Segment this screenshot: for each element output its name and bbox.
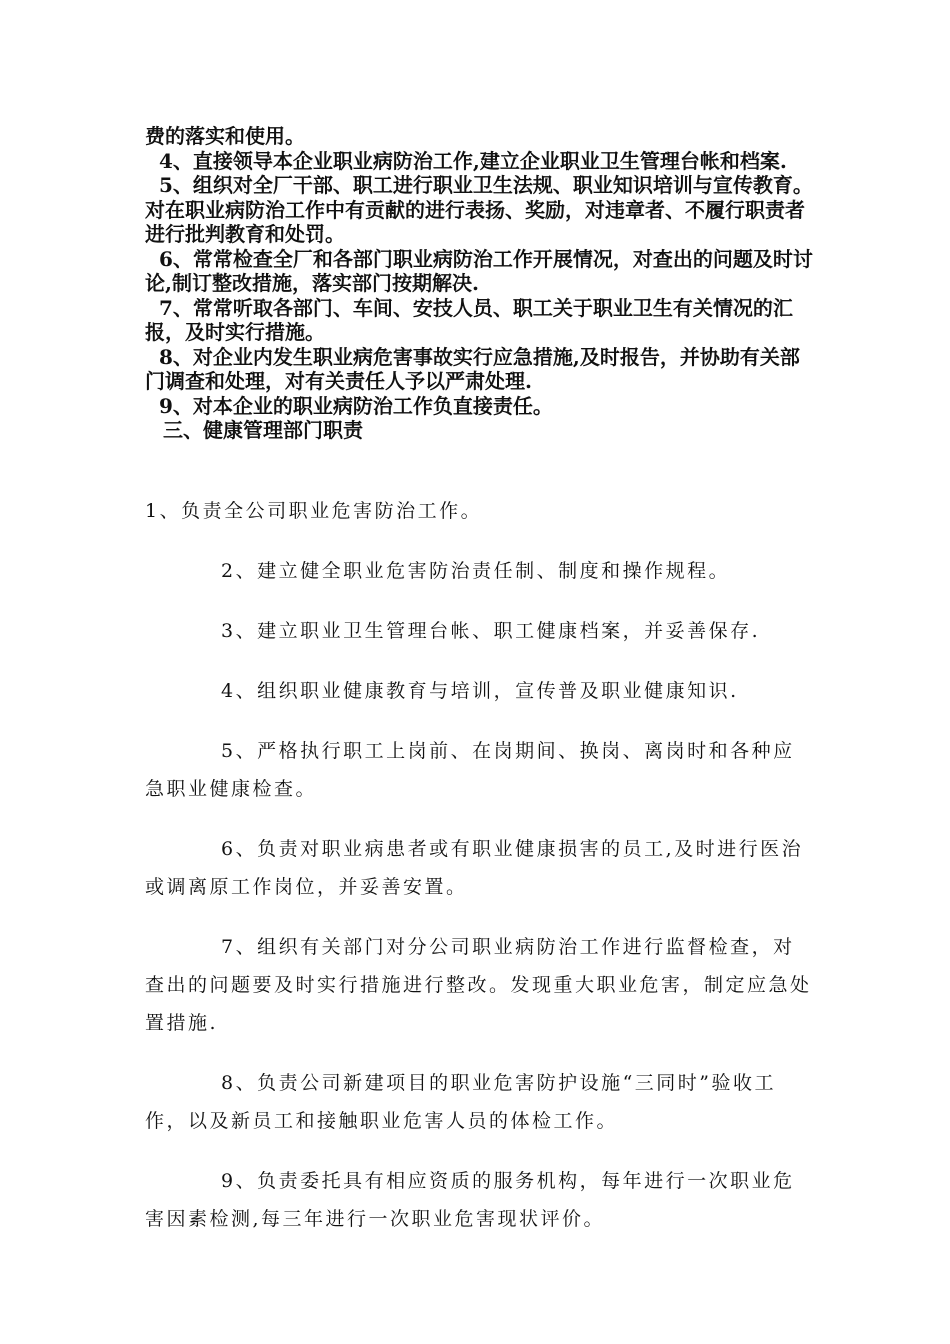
duty-item-6: 6、常常检查全厂和各部门职业病防治工作开展情况，对查出的问题及时讨论,制订整改措施，落实部门按期解决. bbox=[145, 246, 813, 295]
health-duty-item-3: 3、建立职业卫生管理台帐、职工健康档案，并妥善保存. bbox=[221, 620, 761, 642]
duty-item-9: 9、对本企业的职业病防治工作负直接责任。 bbox=[159, 393, 553, 418]
health-duty-item-6: 6、负责对职业病患者或有职业健康损害的员工,及时进行医治或调离原工作岗位，并妥善安置。 bbox=[145, 838, 804, 898]
health-duty-item-8: 8、负责公司新建项目的职业危害防护设施“三同时”验收工作，以及新员工和接触职业危害人员的体检工作。 bbox=[145, 1072, 777, 1132]
health-management-duties bbox=[145, 492, 815, 1260]
health-duty-item-7: 7、组织有关部门对分公司职业病防治工作进行监督检查，对查出的问题要及时实行措施进行整改。发现重大职业危害，制定应急处置措施. bbox=[145, 936, 812, 1034]
health-duty-item-2: 2、建立健全职业危害防治责任制、制度和操作规程。 bbox=[221, 560, 731, 582]
health-duty-item-5: 5、严格执行职工上岗前、在岗期间、换岗、离岗时和各种应急职业健康检查。 bbox=[145, 740, 795, 800]
duty-item-5: 5、组织对全厂干部、职工进行职业卫生法规、职业知识培训与宣传教育。对在职业病防治工作中有贡献的进行表扬、奖励，对违章者、不履行职责者进行批判教育和处罚。 bbox=[145, 173, 813, 246]
health-duty-item-4: 4、组织职业健康教育与培训，宣传普及职业健康知识. bbox=[221, 680, 739, 702]
duty-item-4: 4、直接领导本企业职业病防治工作,建立企业职业卫生管理台帐和档案. bbox=[159, 148, 787, 173]
continuation-paragraph: 费的落实和使用。 bbox=[145, 124, 305, 148]
duty-item-7: 7、常常听取各部门、车间、安技人员、职工关于职业卫生有关情况的汇报，及时实行措施。 bbox=[145, 295, 793, 344]
duty-item-8: 8、对企业内发生职业病危害事故实行应急措施,及时报告，并协助有关部门调查和处理，对有关责任人予以严肃处理. bbox=[145, 344, 800, 393]
section-heading-health-management: 三、健康管理部门职责 bbox=[163, 418, 363, 442]
health-duty-item-1: 1、负责全公司职业危害防治工作。 bbox=[145, 500, 483, 522]
health-duty-item-9: 9、负责委托具有相应资质的服务机构，每年进行一次职业危害因素检测,每三年进行一次职业危害现状评价。 bbox=[145, 1170, 795, 1230]
duties-top-section bbox=[145, 124, 815, 443]
